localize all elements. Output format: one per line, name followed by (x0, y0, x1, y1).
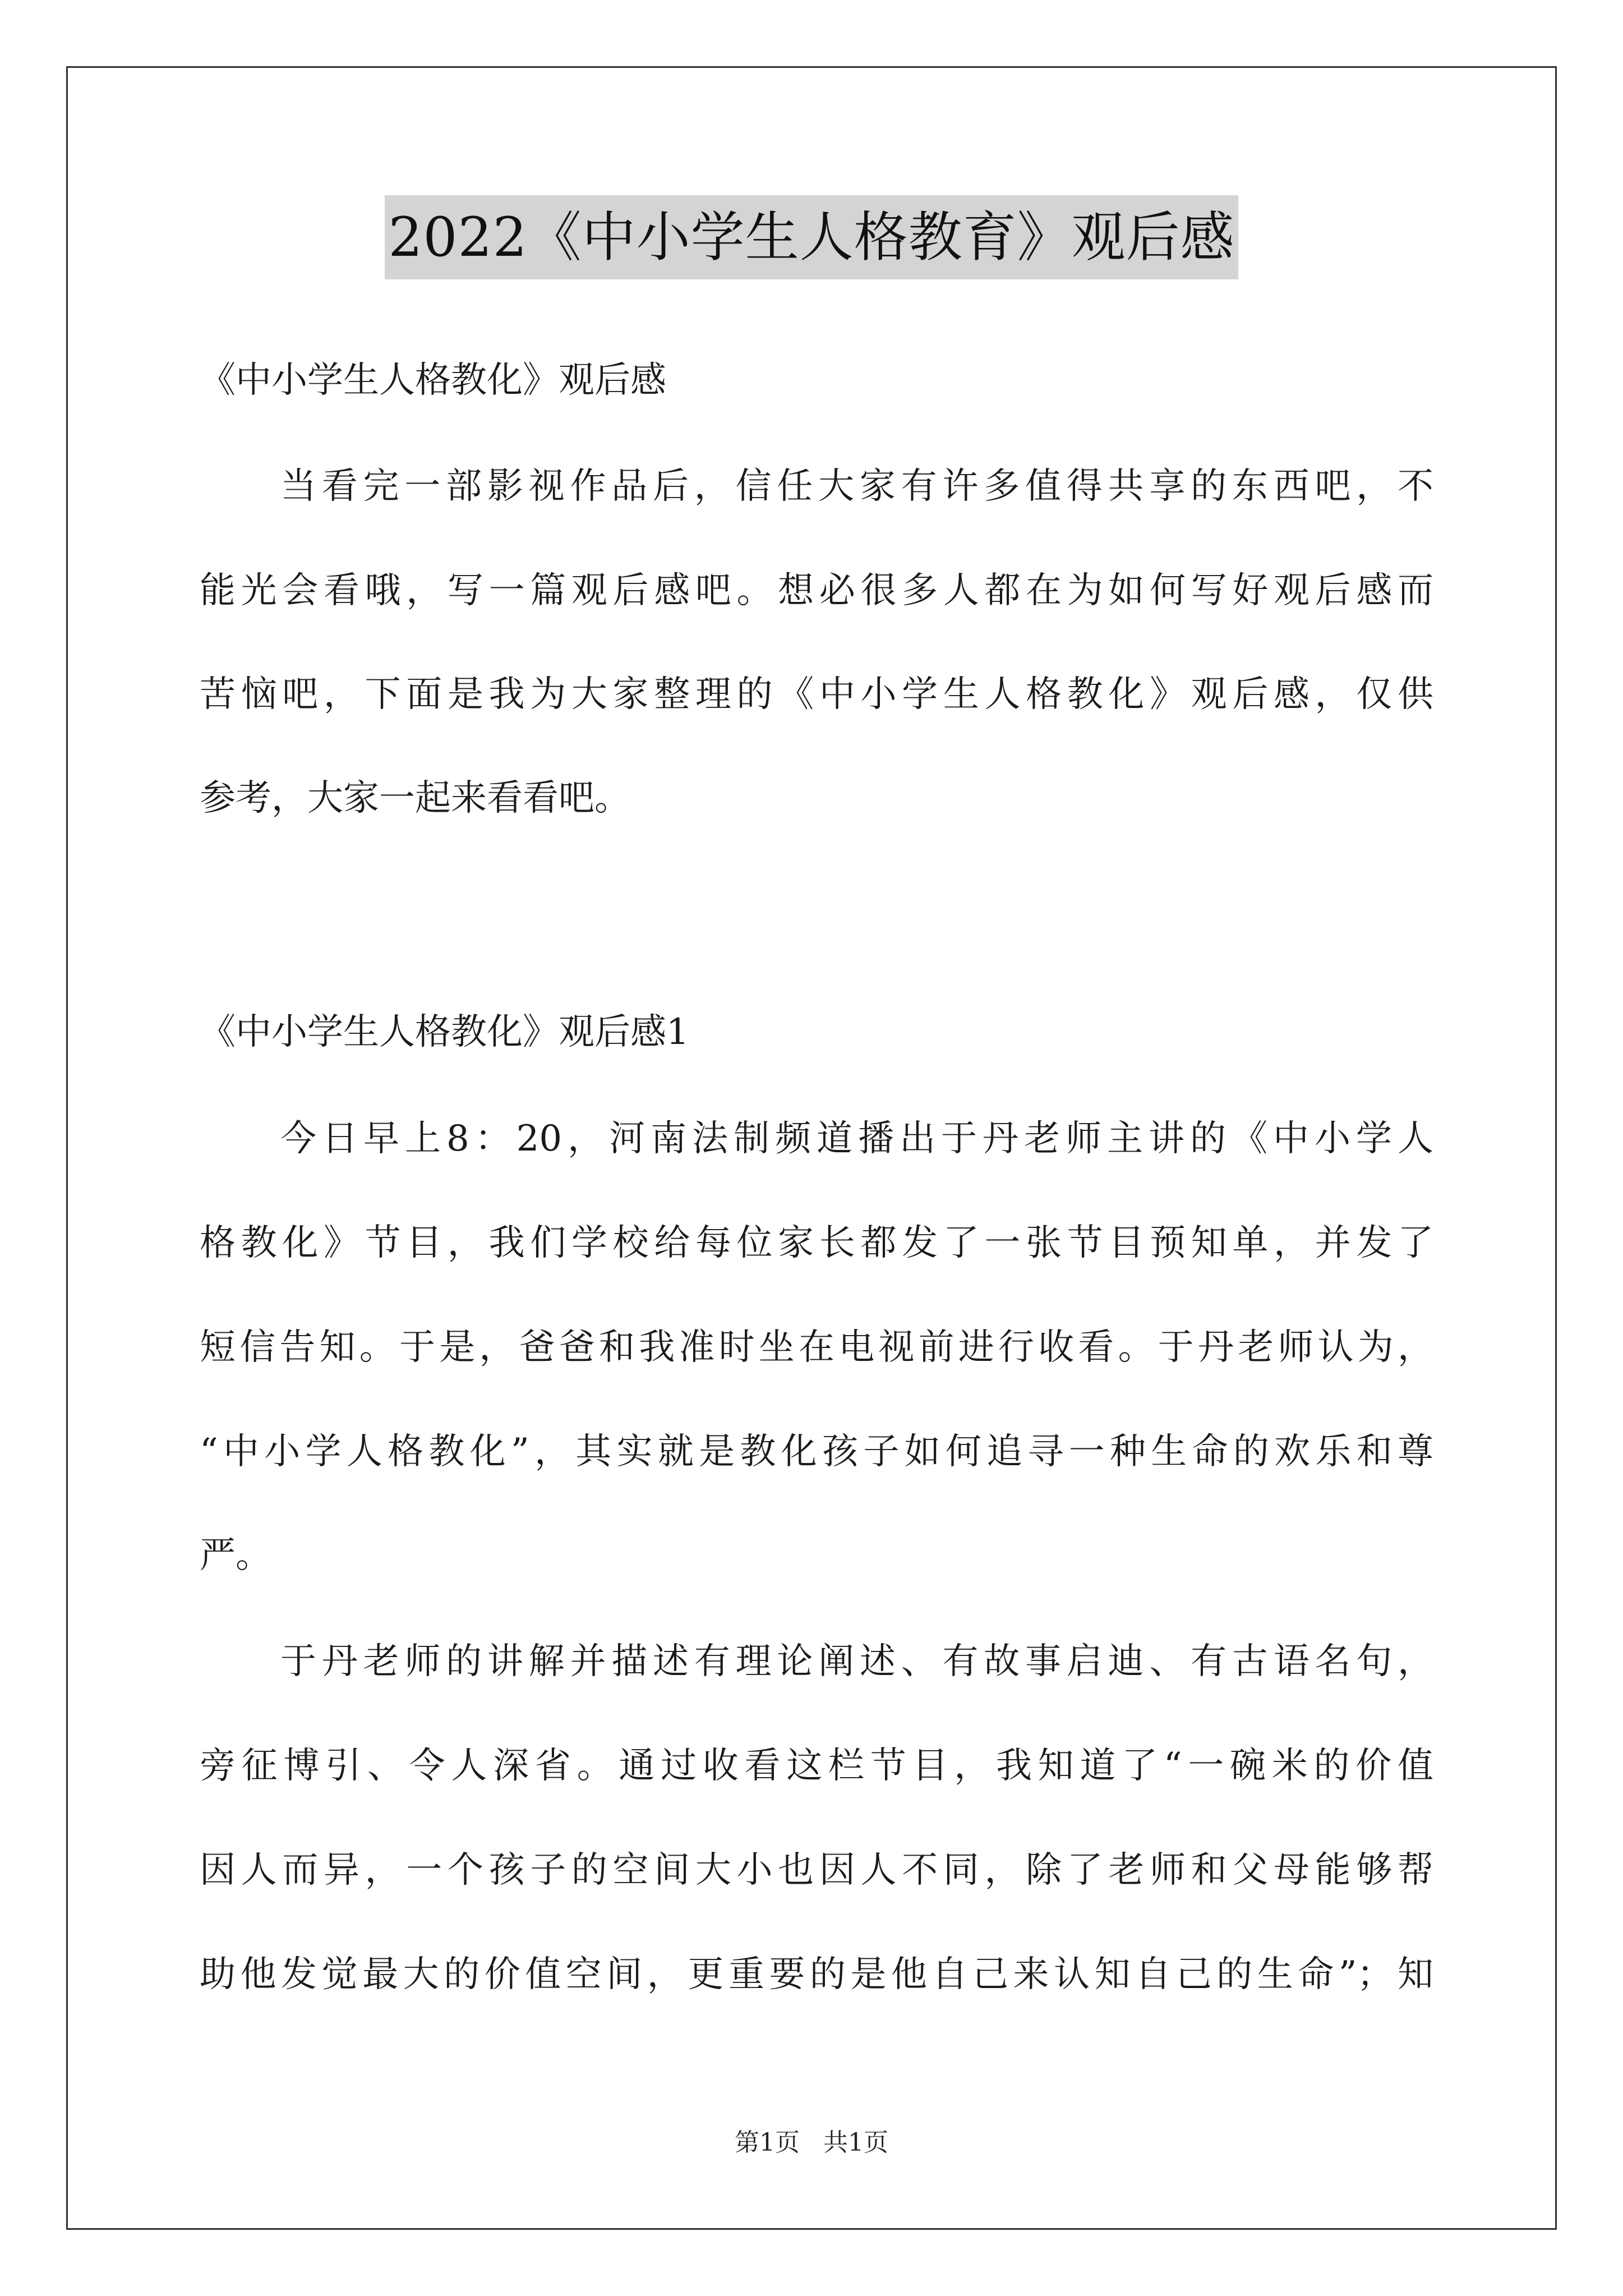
intro-line: 苦恼吧，下面是我为大家整理的《中小学生人格教化》观后感，仅供 (200, 674, 1433, 715)
intro-line: 参考，大家一起来看看吧。 (200, 777, 630, 819)
paragraph-line: 短信告知。于是，爸爸和我准时坐在电视前进行收看。于丹老师认为， (200, 1327, 1433, 1368)
intro-line: 能光会看哦，写一篇观后感吧。想必很多人都在为如何写好观后感而 (200, 570, 1433, 611)
paragraph-line: 旁征博引、令人深省。通过收看这栏节目，我知道了“一碗米的价值 (200, 1745, 1433, 1787)
page-number: 第1页 (735, 2128, 800, 2157)
page-footer (0, 2126, 1623, 2160)
paragraph-line: “中小学人格教化”，其实就是教化孩子如何追寻一种生命的欢乐和尊 (200, 1431, 1433, 1473)
intro-line: 当看完一部影视作品后，信任大家有许多值得共享的东西吧，不 (280, 466, 1433, 507)
subtitle: 《中小学生人格教化》观后感 (200, 360, 666, 401)
paragraph-line: 因人而异，一个孩子的空间大小也因人不同，除了老师和父母能够帮 (200, 1849, 1433, 1891)
section-heading: 《中小学生人格教化》观后感1 (200, 1011, 689, 1053)
paragraph-line: 严。 (200, 1535, 271, 1576)
page-count: 共1页 (823, 2128, 888, 2157)
paragraph-line: 于丹老师的讲解并描述有理论阐述、有故事启迪、有古语名句， (280, 1641, 1433, 1682)
title-container (0, 195, 1623, 279)
document-title: 2022《中小学生人格教育》观后感 (385, 195, 1238, 279)
paragraph-line: 今日早上8：20，河南法制频道播出于丹老师主讲的《中小学人 (280, 1118, 1433, 1159)
paragraph-line: 助他发觉最大的价值空间，更重要的是他自己来认知自己的生命”；知 (200, 1954, 1433, 1995)
paragraph-line: 格教化》节目，我们学校给每位家长都发了一张节目预知单，并发了 (200, 1222, 1433, 1264)
